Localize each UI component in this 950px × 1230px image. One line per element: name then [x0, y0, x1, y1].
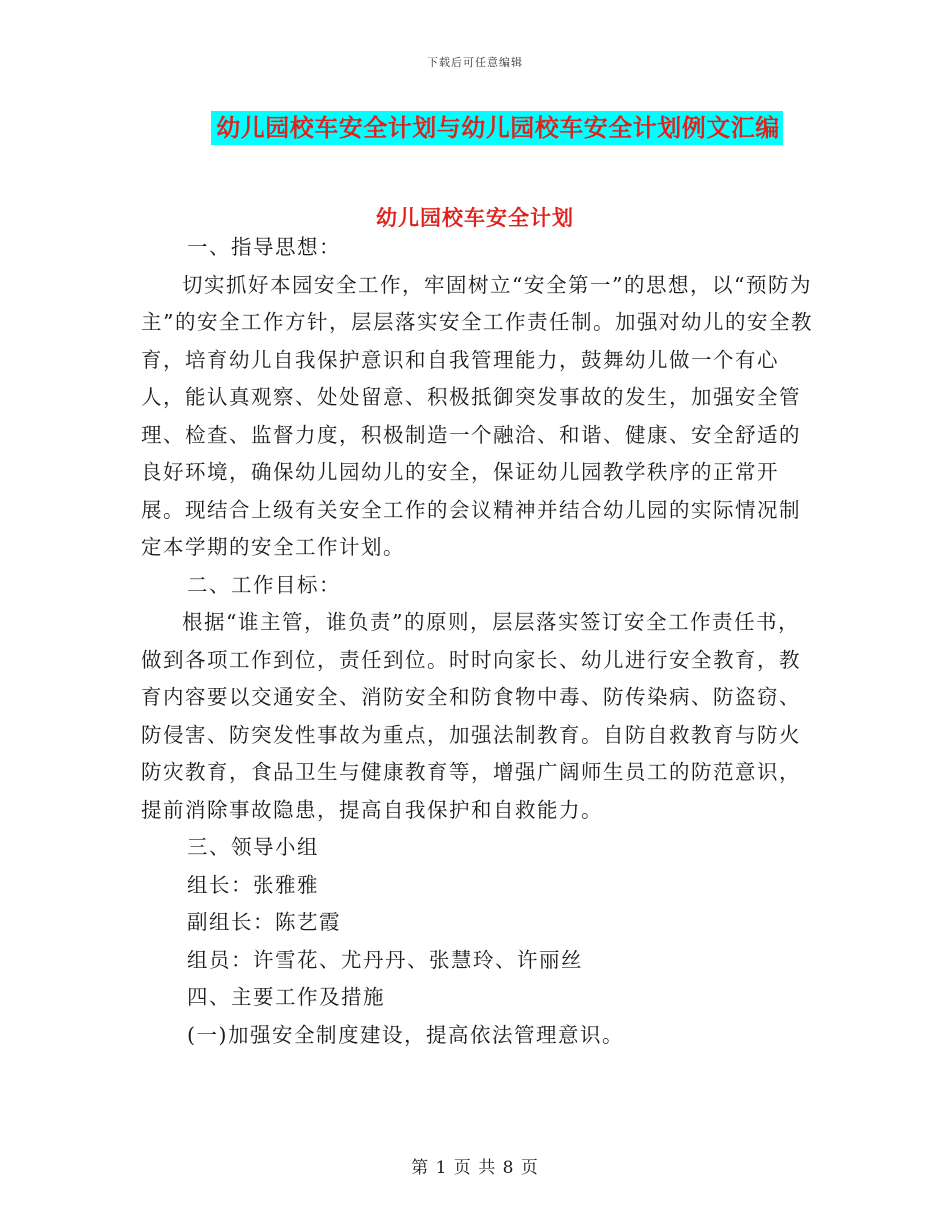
paragraph-heading-leadership-group: 三、领导小组 — [187, 835, 319, 859]
page-footer-number: 第 1 页 共 8 页 — [411, 1158, 539, 1178]
document-title-block — [0, 111, 950, 145]
paragraph-work-goals: 根据“谁主管，谁负责”的原则，层层落实签订安全工作责任书，做到各项工作到位，责任到位。时时向家长、幼儿进行安全教育，教育内容要以交通安全、消防安全和防食物中毒、防传染病、防盗窃、防侵害、防突发性事故为重点，加强法制教育。自防自救教育与防火防灾教育，食品卫生与健康教育等，增强广阔师生员工的防范意识，提前消除事故隐患，提高自我保护和自救能力。 — [141, 610, 801, 822]
document-title: 幼儿园校车安全计划与幼儿园校车安全计划例文汇编 — [211, 111, 783, 145]
paragraph-heading-main-work: 四、主要工作及措施 — [187, 985, 385, 1009]
section-title: 幼儿园校车安全计划 — [376, 206, 574, 230]
paragraph-heading-work-goals: 二、工作目标： — [187, 572, 341, 597]
paragraph-group-leader: 组长：张雅雅 — [187, 872, 319, 897]
paragraph-subheading-safety-system: (一)加强安全制度建设，提高依法管理意识。 — [187, 1022, 624, 1047]
paragraph-guiding-thought: 切实抓好本园安全工作，牢固树立“安全第一”的思想，以“预防为主”的安全工作方针，层层落实安全工作责任制。加强对幼儿的安全教育，培育幼儿自我保护意识和自我管理能力，鼓舞幼儿做一个有心人，能认真观察、处处留意、积极抵御突发事故的发生，加强安全管理、检查、监督力度，积极制造一个融洽、和谐、健康、安全舒适的良好环境，确保幼儿园幼儿的安全，保证幼儿园教学秩序的正常开展。现结合上级有关安全工作的会议精神并结合幼儿园的实际情况制定本学期的安全工作计划。 — [141, 272, 813, 559]
paragraph-heading-guiding-thought: 一、指导思想： — [187, 235, 341, 259]
paragraph-group-members: 组员：许雪花、尤丹丹、张慧玲、许丽丝 — [187, 947, 583, 972]
document-body — [141, 229, 813, 1054]
paragraph-deputy-leader: 副组长：陈艺霞 — [187, 910, 341, 934]
page-header-note: 下载后可任意编辑 — [427, 56, 523, 69]
